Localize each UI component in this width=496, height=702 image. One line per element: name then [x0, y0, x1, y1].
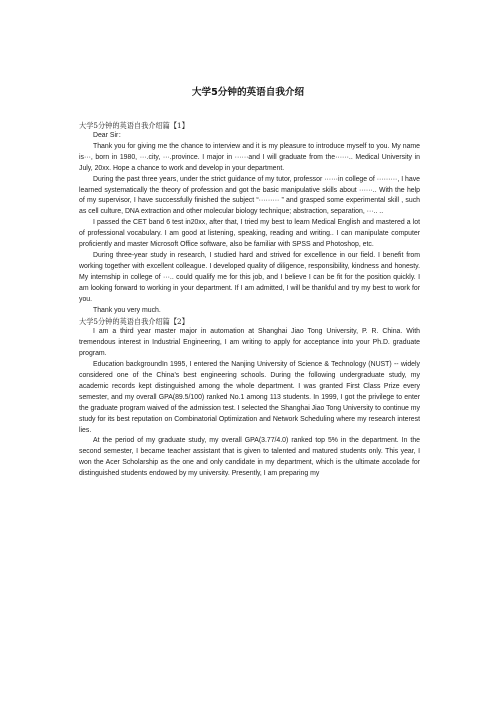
section-heading: 大学5分钟的英语自我介绍篇【2】 — [79, 317, 189, 327]
paragraph: I passed the CET band 6 test in20xx, after that, I tried my best to learn Medical English and mastered a lot of professional vocabulary. I am good at listening, speaking, reading and writing.. I can manipulate computer proficiently and master Microsoft Office software, also be familiar with SPSS and Photoshop, etc. — [79, 219, 420, 249]
salutation: Dear Sir： — [93, 132, 126, 139]
paragraph: During the past three years, under the strict guidance of my tutor, professor ······in college of ·········, I have learned systematically the theory of profession and got the basic manipulative skills about ······.. With the help of my supervisor, I have successfully finished the subject “········· ” and grasped some experimental skill , such as cell culture, DNA extraction and other molecular biology technique; abstraction, separation, ···.. .. — [79, 175, 420, 216]
paragraph: I am a third year master major in automation at Shanghai Jiao Tong University, P. R. China. With tremendous interest in Industrial Engineering, I am writing to apply for acceptance into your Ph.D. graduate program. — [79, 328, 420, 358]
closing-line: Thank you very much. — [93, 306, 161, 314]
paragraph: Education backgroundIn 1995, I entered the Nanjing University of Science & Technology (NUST) -- widely considered one of the China’s best engineering schools. During the following undergraduate study, my academic records kept distinguished among the whole department. I was granted First Class Prize every semester, and my overall GPA(89.5/100) ranked No.1 among 113 students. In 1999, I got the privilege to enter the graduate program waived of the admission test. I selected the Shanghai Jiao Tong University to continue my study for its best reputation on Combinatorial Optimization and Network Scheduling where my research interest lies. — [79, 361, 420, 434]
paragraph: During three-year study in research, I studied hard and strived for excellence in our field. I benefit from working together with excellent colleague. I developed quality of diligence, responsibility, kindness and honesty. My internship in college of ···.. could qualify me for this job, and I believe I can be fit for the position quickly. I am looking forward to working in your department. If I am admitted, I will be thankful and try my best to work for you. — [79, 251, 420, 303]
section-heading: 大学5分钟的英语自我介绍篇【1】 — [79, 121, 189, 130]
document-title: 大学5分钟的英语自我介绍 — [191, 87, 305, 98]
paragraph: At the period of my graduate study, my overall GPA(3.77/4.0) ranked top 5% in the department. In the second semester, I became teacher assistant that is given to talented and matured students only. This year, I won the Acer Scholarship as the one and only candidate in my department, which is the ultimate accolade for distinguished students endowed by my university. Presently, I am preparing my — [79, 437, 420, 478]
paragraph: Thank you for giving me the chance to interview and it is my pleasure to introduce myself to you. My name is···, born in 1980, ···.city, ···.province. I major in ······and I will graduate from the······.. Medical University in July, 20xx. Hope a chance to work and develop in your department. — [79, 142, 420, 172]
document-body — [79, 120, 420, 480]
